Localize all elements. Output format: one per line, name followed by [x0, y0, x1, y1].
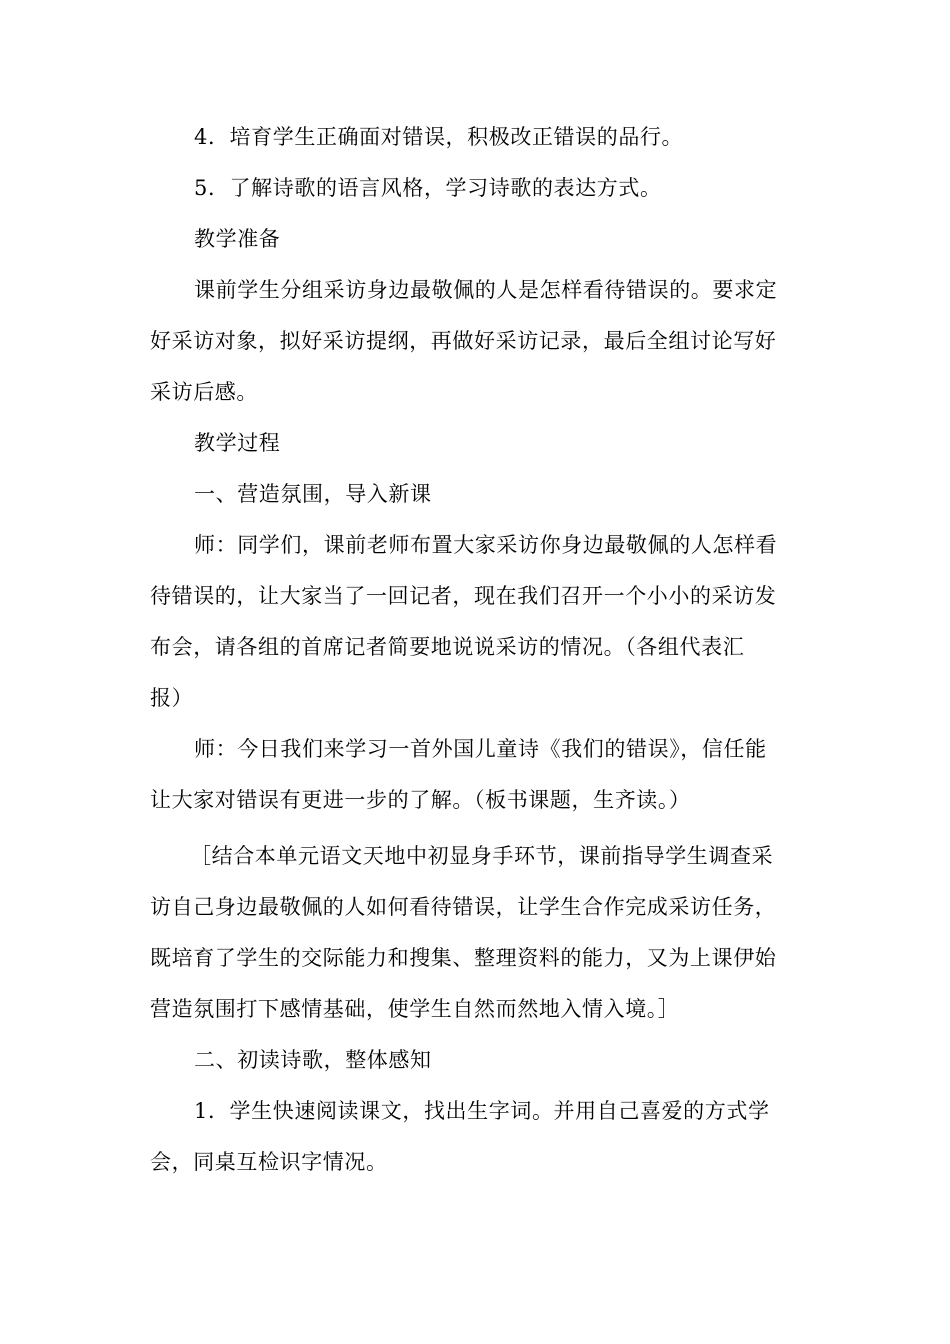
text-line: 会，同桌互检识字情况。 — [150, 1150, 388, 1174]
text-line: 1．学生快速阅读课文，找出生字词。并用自己喜爱的方式学 — [194, 1099, 770, 1123]
text-line: 布会，请各组的首席记者简要地说说采访的情况。（各组代表汇 — [150, 635, 745, 659]
section-1-heading — [150, 469, 802, 520]
text-line: 4．培育学生正确面对错误，积极改正错误的品行。 — [194, 125, 684, 149]
text-line: 一、营造氛围，导入新课 — [194, 482, 432, 506]
heading-teaching-process — [150, 418, 802, 469]
text-line: ［结合本单元语文天地中初显身手环节，课前指导学生调查采 — [190, 844, 774, 868]
text-line: 师：同学们，课前老师布置大家采访你身边最敬佩的人怎样看 — [194, 533, 778, 557]
preparation-paragraph — [150, 265, 802, 418]
text-line: 采访后感。 — [150, 380, 258, 404]
text-line: 好采访对象，拟好采访提纲，再做好采访记录，最后全组讨论写好 — [150, 329, 777, 353]
teacher-speech-2 — [150, 724, 802, 826]
text-line: 报） — [150, 686, 194, 710]
goal-5-paragraph — [150, 163, 802, 214]
text-line: 课前学生分组采访身边最敬佩的人是怎样看待错误的。要求定 — [194, 278, 778, 302]
goal-4-paragraph — [150, 112, 802, 163]
text-line: 让大家对错误有更进一步的了解。（板书课题，生齐读。） — [150, 788, 691, 812]
text-line: 营造氛围打下感情基础，使学生自然而然地入情入境。］ — [150, 997, 680, 1021]
text-line: 访自己身边最敬佩的人如何看待错误，让学生合作完成采访任务， — [150, 895, 777, 919]
teacher-speech-1 — [150, 520, 802, 724]
heading-teaching-preparation — [150, 214, 802, 265]
text-line: 既培育了学生的交际能力和搜集、整理资料的能力，又为上课伊始 — [150, 946, 777, 970]
teaching-note-paragraph — [150, 831, 802, 1035]
text-line: 5．了解诗歌的语言风格，学习诗歌的表达方式。 — [194, 176, 662, 200]
text-line: 教学准备 — [194, 227, 281, 251]
text-line: 二、初读诗歌，整体感知 — [194, 1048, 432, 1072]
text-line: 待错误的，让大家当了一回记者，现在我们召开一个小小的采访发 — [150, 584, 777, 608]
text-line: 教学过程 — [194, 431, 281, 455]
section-2-heading — [150, 1035, 802, 1086]
step-1-paragraph — [150, 1086, 802, 1188]
text-line: 师：今日我们来学习一首外国儿童诗《我们的错误》，信任能 — [194, 737, 767, 761]
